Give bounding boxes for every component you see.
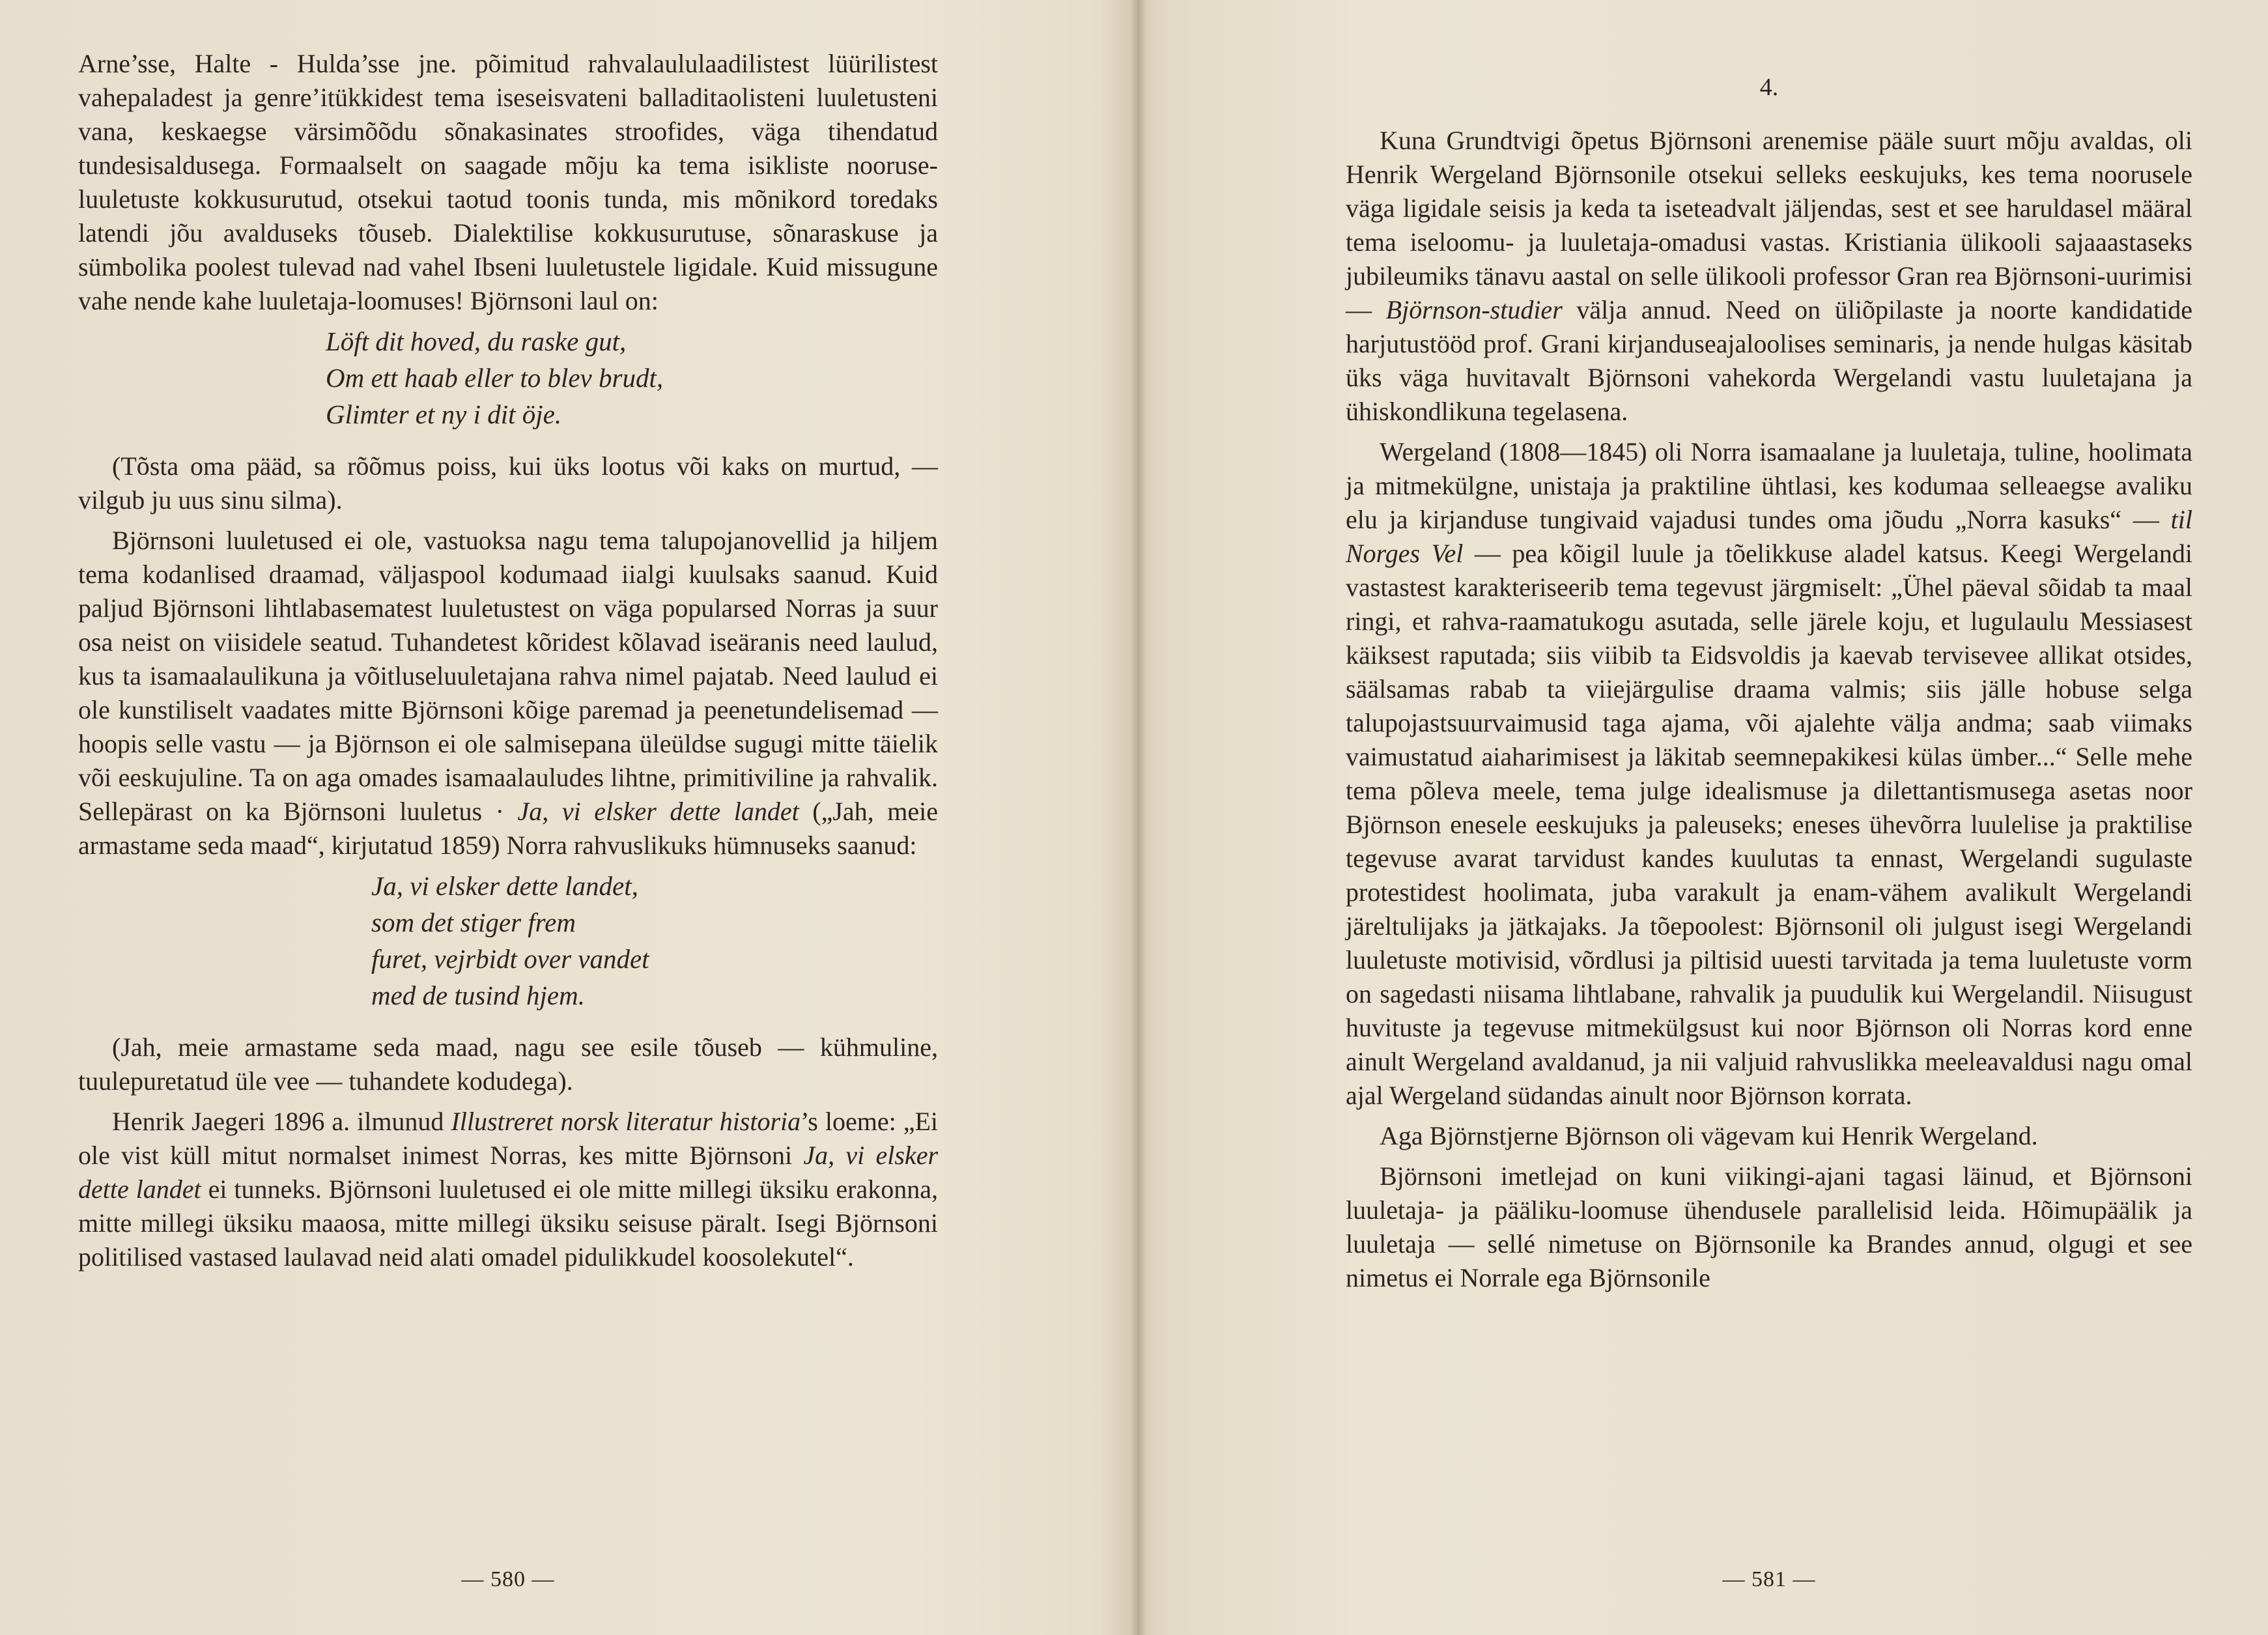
jaeger-text-c: ei tunneks. Björnsoni luuletused ei ole mitte millegi üksiku erakonna, mitte millegi üksiku maaosa, mitte millegi üksiku seisuse päralt. Isegi Björnsoni politilised vastased laulavad neid alati omadel pidulikkudel koosolekutel“.	[78, 1174, 939, 1272]
jaeger-text-b: ’s loeme: „Ei ole vist küll mitut normalset inimest Norras, kes mitte Björnsoni	[78, 1107, 939, 1170]
right-page	[1139, 0, 2268, 1635]
motto-title: til Norges Vel	[1346, 505, 2193, 568]
left-paragraph-1: Arne’sse, Halte - Hulda’sse jne. põimitud rahvalaululaadilistest lüürilistest vahepaladest ja genre’itükkidest tema iseseisvateni balladitaolisteni luuletusteni vana, keskaegse värsimõõdu sõnakasinates stroofides, väga tihendatud tundesisaldusega. Formaalselt on saagade mõju ka tema isikliste nooruse-luuletuste kokkusurutud, otsekui taotud toonis tunda, mis mõnikord toredaks latendi jõu avalduseks tõuseb. Dialektilise kokkusurutuse, sõnaraskuse ja sümbolika poolest tulevad nad vahel Ibseni luuletustele ligidale. Kuid missugune vahe nende kahe luuletaja-loomuses! Björnsoni laul on:	[78, 49, 938, 315]
paragraph-text: välja annud. Need on üliõpilaste ja noorte kandidatide harjutustööd prof. Grani kirjanduseajaloolises seminaris, ja nende hulgas käsitab üks väga huvitavalt Björnsoni vahekorda Wergelandi vastu luuletajana ja ühiskondlikuna tegelasena.	[1346, 295, 2193, 426]
poem-line: Ja, vi elsker dette landet,	[371, 871, 638, 901]
left-page-text	[78, 47, 938, 1274]
chapter-number: 4.	[1759, 74, 1779, 101]
paragraph-text: — pea kõigil luule ja tõelikkuse aladel katsus. Keegi Wergelandi vastastest karakteriseerib tema tegevust järgmiselt: „Ühel päeval sõidab ta maal ringi, et rahva-raamatukogu asutada, selle järele koju, et lugulaulu Messiasest käiksest raputada; siis viibib ta Eidsvoldis ja kaevab tervisevee allikat otsides, säälsamas rabab ta viiejärgulise draama valmis; siis jälle hobuse selga talupojastsuurvaimusid taga ajama, või ajalehte välja andma; saab viimaks vaimustatud aiaharimisest ja läkitab seemnepakikesi külas ümber...“ Selle mehe tema põleva meele, tema julge idealismuse ja dilettantismusega asetas noor Björnson enesele eeskujuks ja paleuseks; eneses ühevõrra luulelise ja praktilise tegevuse avarat tarvidust kandes kuulutas ta ennast, Wergelandi sugulaste protestidest hoolimata, juba varakult ja enam-vähem avalikult Wergelandi järeltulijaks ja jätkajaks. Ja tõepoolest: Björnsonil oli julgust isegi Wergelandi luuletuste motivisid, võrdlusi ja piltisid uuesti tarvitada ja tema luuletuste vorm on sagedasti niisama lihtlabane, rahvalik ja puudulik kui Wergelandil. Niisugust huvituste ja tegevuse mitmekülgsust kui noor Björnson oli Norras kord enne ainult Wergeland avaldanud, ja nii valjuid rahvuslikka meeleavaldusi nagu omal ajal Wergeland südandas ainult noor Björnson korrata.	[1346, 539, 2192, 1110]
paragraph-text: Kuna Grundtvigi õpetus Björnsoni arenemise pääle suurt mõju avaldas, oli Henrik Wergeland Björnsonile otsekui selleks eeskujuks, kes tema noorusele väga ligidale seisis ja keda ta iseteadvalt jäljendas, sest et see haruldasel määral tema iseloomu- ja luuletaja-omadusi vastas. Kristiania ülikooli sajaaastaseks jubileumiks tänavu aastal on selle ülikooli professor Gran rea Björnsoni-uurimisi —	[1346, 126, 2192, 324]
left-paragraph-jaeger	[78, 1105, 938, 1274]
main-text-tail: („Jah, meie armastame seda maad“, kirjutatud 1859) Norra rahvuslikuks hümnuseks saanud:	[78, 797, 938, 860]
left-paragraph-translation-1: (Tõsta oma pääd, sa rõõmus poiss, kui üks lootus või kaks on murtud, — vilgub ju uus sinu silma).	[78, 451, 938, 515]
poem-title: Ja, vi elsker dette landet	[78, 1141, 939, 1204]
right-paragraph-4: Björnsoni imetlejad on kuni viikingi-ajani tagasi läinud, et Björnsoni luuletaja- ja pääliku-loomuse ühendusele parallelisid leida. Hõimupäälik ja luuletaja — sellé nimetuse on Björnsonile ka Brandes annud, olgugi et see nimetus ei Norrale ega Björnsonile	[1346, 1161, 2192, 1292]
book-title: Björnson-studier	[1385, 295, 1563, 324]
poem-line: Om ett haab eller to blev brudt,	[326, 363, 664, 393]
right-paragraph-3: Aga Björnstjerne Björnson oli vägevam kui Henrik Wergeland.	[1380, 1121, 2038, 1150]
book-title: Illustreret norsk literatur historia	[451, 1107, 801, 1136]
jaeger-text-a: Henrik Jaegeri 1896 a. ilmunud	[112, 1107, 444, 1136]
poem-line: Löft dit hoved, du raske gut,	[326, 326, 627, 356]
poem-ja-vi-elsker	[78, 868, 938, 1014]
left-paragraph-main: Björnsoni luuletused ei ole, vastuoksa nagu tema talupojanovellid ja hiljem tema kodanlised draamad, väljaspool kodumaad iialgi kuulsaks saanud. Kuid paljud Björnsoni lihtlabasematest luuletustest on väga popularsed Norras ja suur osa neist on viisidele seatud. Tuhandetest kõridest kõlavad iseäranis need laulud, kus ta isamaalaulikuna ja võitluseluuletajana rahva nimel pajatab. Need laulud ei ole kunstiliselt vaadates mitte Björnsoni kõige paremad ja peenetundelisemad — hoopis selle vastu — ja Björnson ei ole salmisepana üleüldse sugugi mitte täielik või eeskujuline. Ta on aga omades isamaalauludes lihtne, primitiviline ja rahvalik. Sellepärast on ka Björnsoni luuletus · Ja, vi elsker dette landet („Jah, meie armastame seda maad“, kirjutatud 1859) Norra rahvuslikuks hümnuseks saanud:	[78, 526, 938, 860]
poem-title: Ja, vi elsker dette landet	[517, 797, 799, 826]
right-paragraph-2	[1346, 435, 2192, 1113]
page-number-left: — 580 —	[461, 1567, 555, 1591]
poem-line: Glimter et ny i dit öje.	[326, 399, 562, 429]
paragraph-text: Wergeland (1808—1845) oli Norra isamaalane ja luuletaja, tuline, hoolimata ja mitmekülgne, unistaja ja praktiline ühtlasi, kes kodumaa selleaegse avaliku elu ja kirjanduse tungivaid vajadusi tundes oma jõudu „Norra kasuks“ —	[1346, 437, 2192, 534]
left-paragraph-translation-2: (Jah, meie armastame seda maad, nagu see esile tõuseb — kühmuline, tuulepuretatud üle vee — tuhandete kodudega).	[78, 1032, 938, 1096]
main-text: Björnsoni luuletused ei ole, vastuoksa nagu tema talupojanovellid ja hiljem tema kodanlised draamad, väljaspool kodumaad iialgi kuulsaks saanud. Kuid paljud Björnsoni lihtlabasematest luuletustest on väga popularsed Norras ja suur osa neist on viisidele seatud. Tuhandetest kõridest kõlavad iseäranis need laulud, kus ta isamaalaulikuna ja võitluseluuletajana rahva nimel pajatab. Need laulud ei ole kunstiliselt vaadates mitte Björnsoni kõige paremad ja peenetundelisemad — hoopis selle vastu — ja Björnson ei ole salmisepana üleüldse sugugi mitte täielik või eeskujuline. Ta on aga omades isamaalauludes lihtne, primitiviline ja rahvalik. Sellepärast on ka Björnsoni luuletus	[78, 526, 938, 826]
right-page-text	[1346, 124, 2192, 1295]
poem-line: furet, vejrbidt over vandet	[371, 944, 649, 974]
right-paragraph-1	[1346, 124, 2192, 429]
poem-loft-dit-hoved	[78, 323, 938, 433]
poem-line: med de tusind hjem.	[371, 980, 585, 1010]
poem-line: som det stiger frem	[371, 907, 576, 937]
page-number-right: — 581 —	[1722, 1567, 1816, 1591]
